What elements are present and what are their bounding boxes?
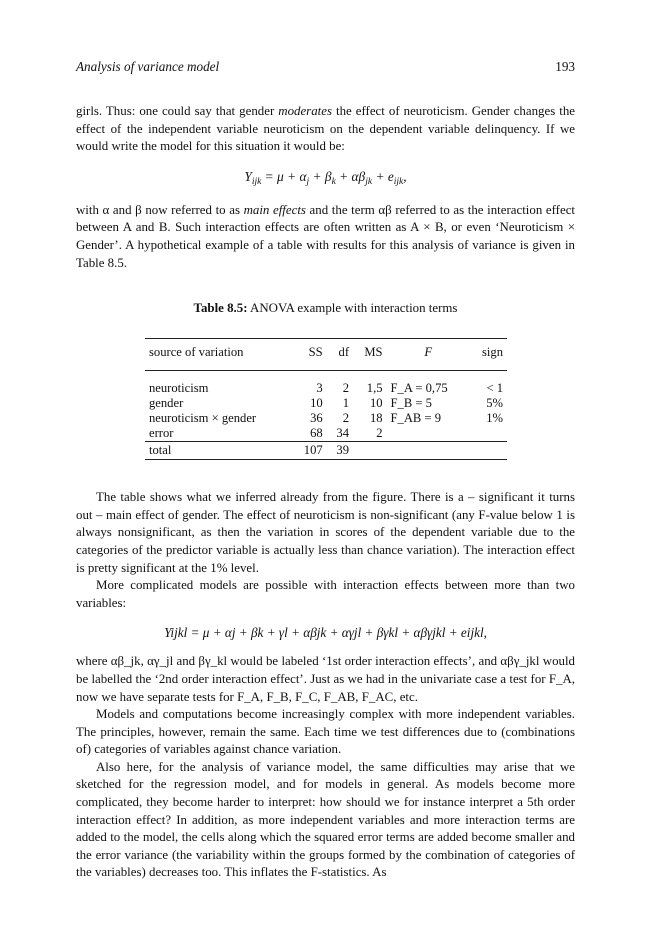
equation-two-way-anova: $Y_{ijk} = \mu + \alpha_j + \beta_k + \alpha\beta_{jk} + e_{ijk}$,: [244, 168, 407, 187]
paragraph-table-interpretation: The table shows what we inferred already from the figure. There is a – significant it turns out – main effect of gender. The effect of neuroticism is non-significant (any F-value below 1 is always nonsignificant, as then the variation in scores of the dependent variable due to the categories of the predictor variable is actually less than chance variation). The interaction effect is pretty significant at the 1% level.: [76, 490, 575, 575]
table-total-row: total 107 39: [145, 442, 507, 460]
header-ss: SS: [292, 339, 326, 371]
header-ms: MS: [353, 339, 387, 371]
header-source: source of variation: [145, 339, 292, 371]
header-f: F: [387, 339, 470, 371]
header-sign: sign: [470, 339, 507, 371]
anova-table: [145, 338, 507, 460]
table-row: gender 10 1 10 F_B = 5 5%: [149, 396, 503, 411]
paragraph-moderation: girls. Thus: one could say that gender moderates the effect of neuroticism. Gender changes the effect of the independent variable neuroticism on the dependent variable delinquency. If we would write the model for this situation it would be:: [76, 104, 575, 154]
table-header-row: [145, 339, 507, 371]
equation-three-way-anova: Yijkl = μ + αj + βk + γl + αβjk + αγjl + βγkl + αβγjkl + eijkl,: [164, 625, 487, 641]
table-row: neuroticism 3 2 1,5 F_A = 0,75 < 1: [149, 381, 503, 396]
page: [76, 58, 575, 882]
page-number: 193: [555, 59, 575, 74]
header-df: df: [327, 339, 353, 371]
paragraph-complexity: Models and computations become increasingly complex with more independent variables. The principles, however, remain the same. Each time we test differences due to (combinations of) categories of variables against chance variation.: [76, 707, 575, 757]
paragraph-main-effects: with α and β now referred to as main effects and the term αβ referred to as the interaction effect between A and B. Such interaction effects are often written as A × B, or even ‘Neuroticism × Gender’. A hypothetical example of a table with results for this analysis of variance is given in Table 8.5.: [76, 202, 575, 270]
table-row: error 68 34 2: [149, 426, 383, 441]
paragraph-interaction-orders: where αβ_jk, αγ_jl and βγ_kl would be labeled ‘1st order interaction effects’, and αβγ_jkl would be labelled the ‘2nd order interaction effect’. Just as we had in the univariate case a test for F_A, now we have separate tests for F_A, F_B, F_C, F_AB, F_AC, etc.: [76, 654, 575, 704]
table-row: neuroticism × gender 36 2 18 F_AB = 9 1%: [149, 411, 503, 426]
paragraph-more-complicated: More complicated models are possible with interaction effects between more than two variables:: [76, 578, 575, 610]
table-caption: Table 8.5: ANOVA example with interaction terms: [193, 301, 458, 316]
paragraph-difficulties: Also here, for the analysis of variance model, the same difficulties may arise that we sketched for the regression model, and for models in general. As models become more complicated, they become harder to interpret: how should we for instance interpret a 5th order interaction effect? In addition, as more independent variables and more interaction terms are added to the model, the cells along which the squared error terms are added become smaller and the error variance (the variability within the groups formed by the combination of categories of the variables) decreases too. This inflates the F-statistics. As: [76, 759, 575, 880]
running-head: [76, 58, 575, 76]
running-head-title: Analysis of variance model: [76, 59, 220, 74]
